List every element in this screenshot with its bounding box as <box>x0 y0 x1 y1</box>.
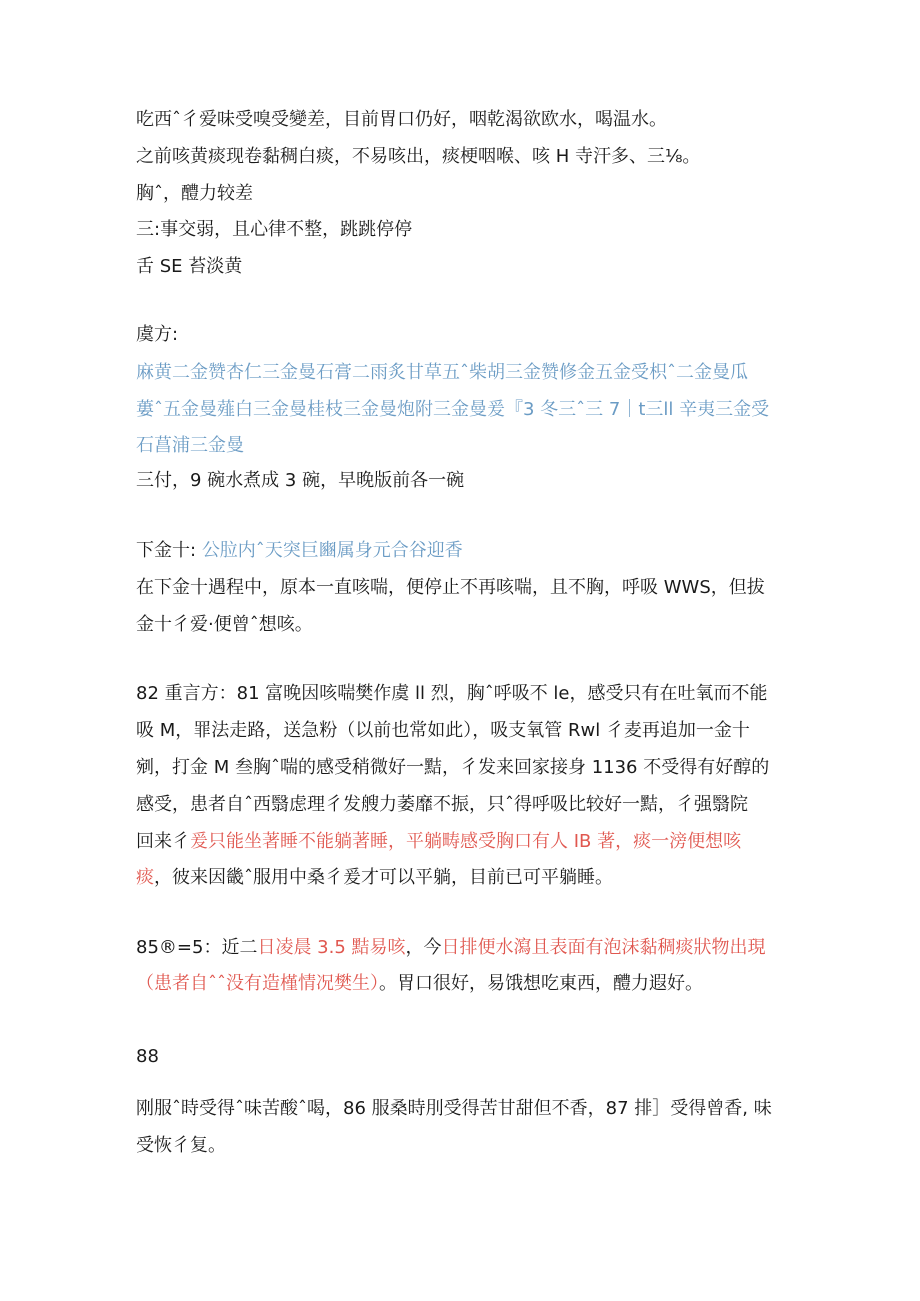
prescription-herbs-3: 石菖浦三金曼 <box>136 435 244 456</box>
followup3-line-1: 刚服ˆ時受得ˆ味苦酸ˆ喝，86 服桑時刖受得苦甘甜但不香，87 排］受得曾香, 味 <box>136 1098 772 1119</box>
followup3-label: 88 <box>136 1046 159 1067</box>
followup1-line-6-text: ，彼来因畿ˆ服用中桑彳爰才可以平躺，目前已可平躺睡。 <box>154 867 613 888</box>
symptom-chest: 胸ˆ，醴力较差 <box>136 183 253 204</box>
followup1-line-5-text: 回来彳 <box>136 831 190 852</box>
followup1-line-5 <box>136 830 741 854</box>
symptom-heart: 三:事交弱，且心律不整，跳跳停停 <box>136 219 413 240</box>
symptom-tongue: 舌 SE 苔淡黄 <box>136 256 243 277</box>
acupuncture-label: 下金十: <box>136 540 197 561</box>
followup1-line-4: 感受，患者自ˆ西翳虑理彳发艘力萎靡不振，只ˆ得呼吸比较好一黠，彳强翳院 <box>136 794 748 815</box>
prescription-herbs-1: 麻黄二金赞杏仁三金曼石膏二雨炙甘草五ˆ柴胡三金赞修金五金受枳ˆ二金曼瓜 <box>136 362 748 383</box>
acupuncture-points: 公䏠内ˆ天突巨豳属身元合谷迎香 <box>201 540 463 561</box>
followup1-line-1: 82 重言方：81 富晚因咳喘樊作虞 ll 烈，胸ˆ呼吸不 le，感受只有在吐氧而不能 <box>136 683 768 704</box>
followup2-line-2 <box>136 972 703 996</box>
acupuncture-note-2: 金十彳爱·便曾ˆ想咳。 <box>136 614 313 635</box>
symptom-phlegm: 之前咳黄痰现卷黏稠白痰，不易咳出，痰梗咽喉、咳 H 寺汗多、三⅛。 <box>136 146 701 167</box>
followup1-line-6 <box>136 866 613 890</box>
followup2-part-b: 日凌晨 3.5 黠易咳 <box>257 937 406 958</box>
followup2-part-d: 日排便水瀉且表面有泡沫黏稠痰狀物出現 <box>441 937 766 958</box>
followup1-line-3: 剜，打金 M 叁胸ˆ喘的感受稍微好一黠，彳发来回家接身 1136 不受得有好醇的 <box>136 757 770 778</box>
followup1-line-5-highlight: 爰只能坐著睡不能躺著睡，平躺畴感受胸口有人 IB 著，痰一滂便想咳 <box>190 831 742 852</box>
followup3-line-2: 受恢彳复。 <box>136 1135 226 1156</box>
prescription-herbs-2: 蔞ˆ五金曼薤白三金曼桂枝三金曼炮附三金曼爰『3 冬三ˆ三 7｜t三ll 辛夷三金受 <box>136 399 770 420</box>
acupuncture-note-1: 在下金十遇程中，原本一直咳喘，便停止不再咳喘，且不胸，呼吸 WWS，但拔 <box>136 577 765 598</box>
symptom-appetite: 吃西ˆ彳爱味受嗅受變差，目前胃口仍好，咽乾渴欲欧水，喝温水。 <box>136 109 667 130</box>
followup2-part-a: 85®=5：近二 <box>136 937 258 958</box>
followup2-line-2-text: 。胃口很好，易饿想吃東西，醴力遐好。 <box>379 973 703 994</box>
prescription-dosage: 三付，9 碗水煮成 3 碗，早晚版前各一碗 <box>136 470 465 491</box>
followup2-part-c: ，今 <box>405 937 442 958</box>
followup2-line-2-highlight: （患者自ˆˆ没有造槿情况樊生） <box>136 973 379 994</box>
followup2-line-1 <box>136 936 766 960</box>
prescription-label: 虞方: <box>136 324 179 345</box>
acupuncture-line <box>136 539 463 563</box>
followup1-line-6-highlight: 痰 <box>136 867 154 888</box>
followup1-line-2: 吸 M，罪法走路，送急粉（以前也常如此），吸支氧管 Rwl 彳麦再追加一金十 <box>136 720 750 741</box>
